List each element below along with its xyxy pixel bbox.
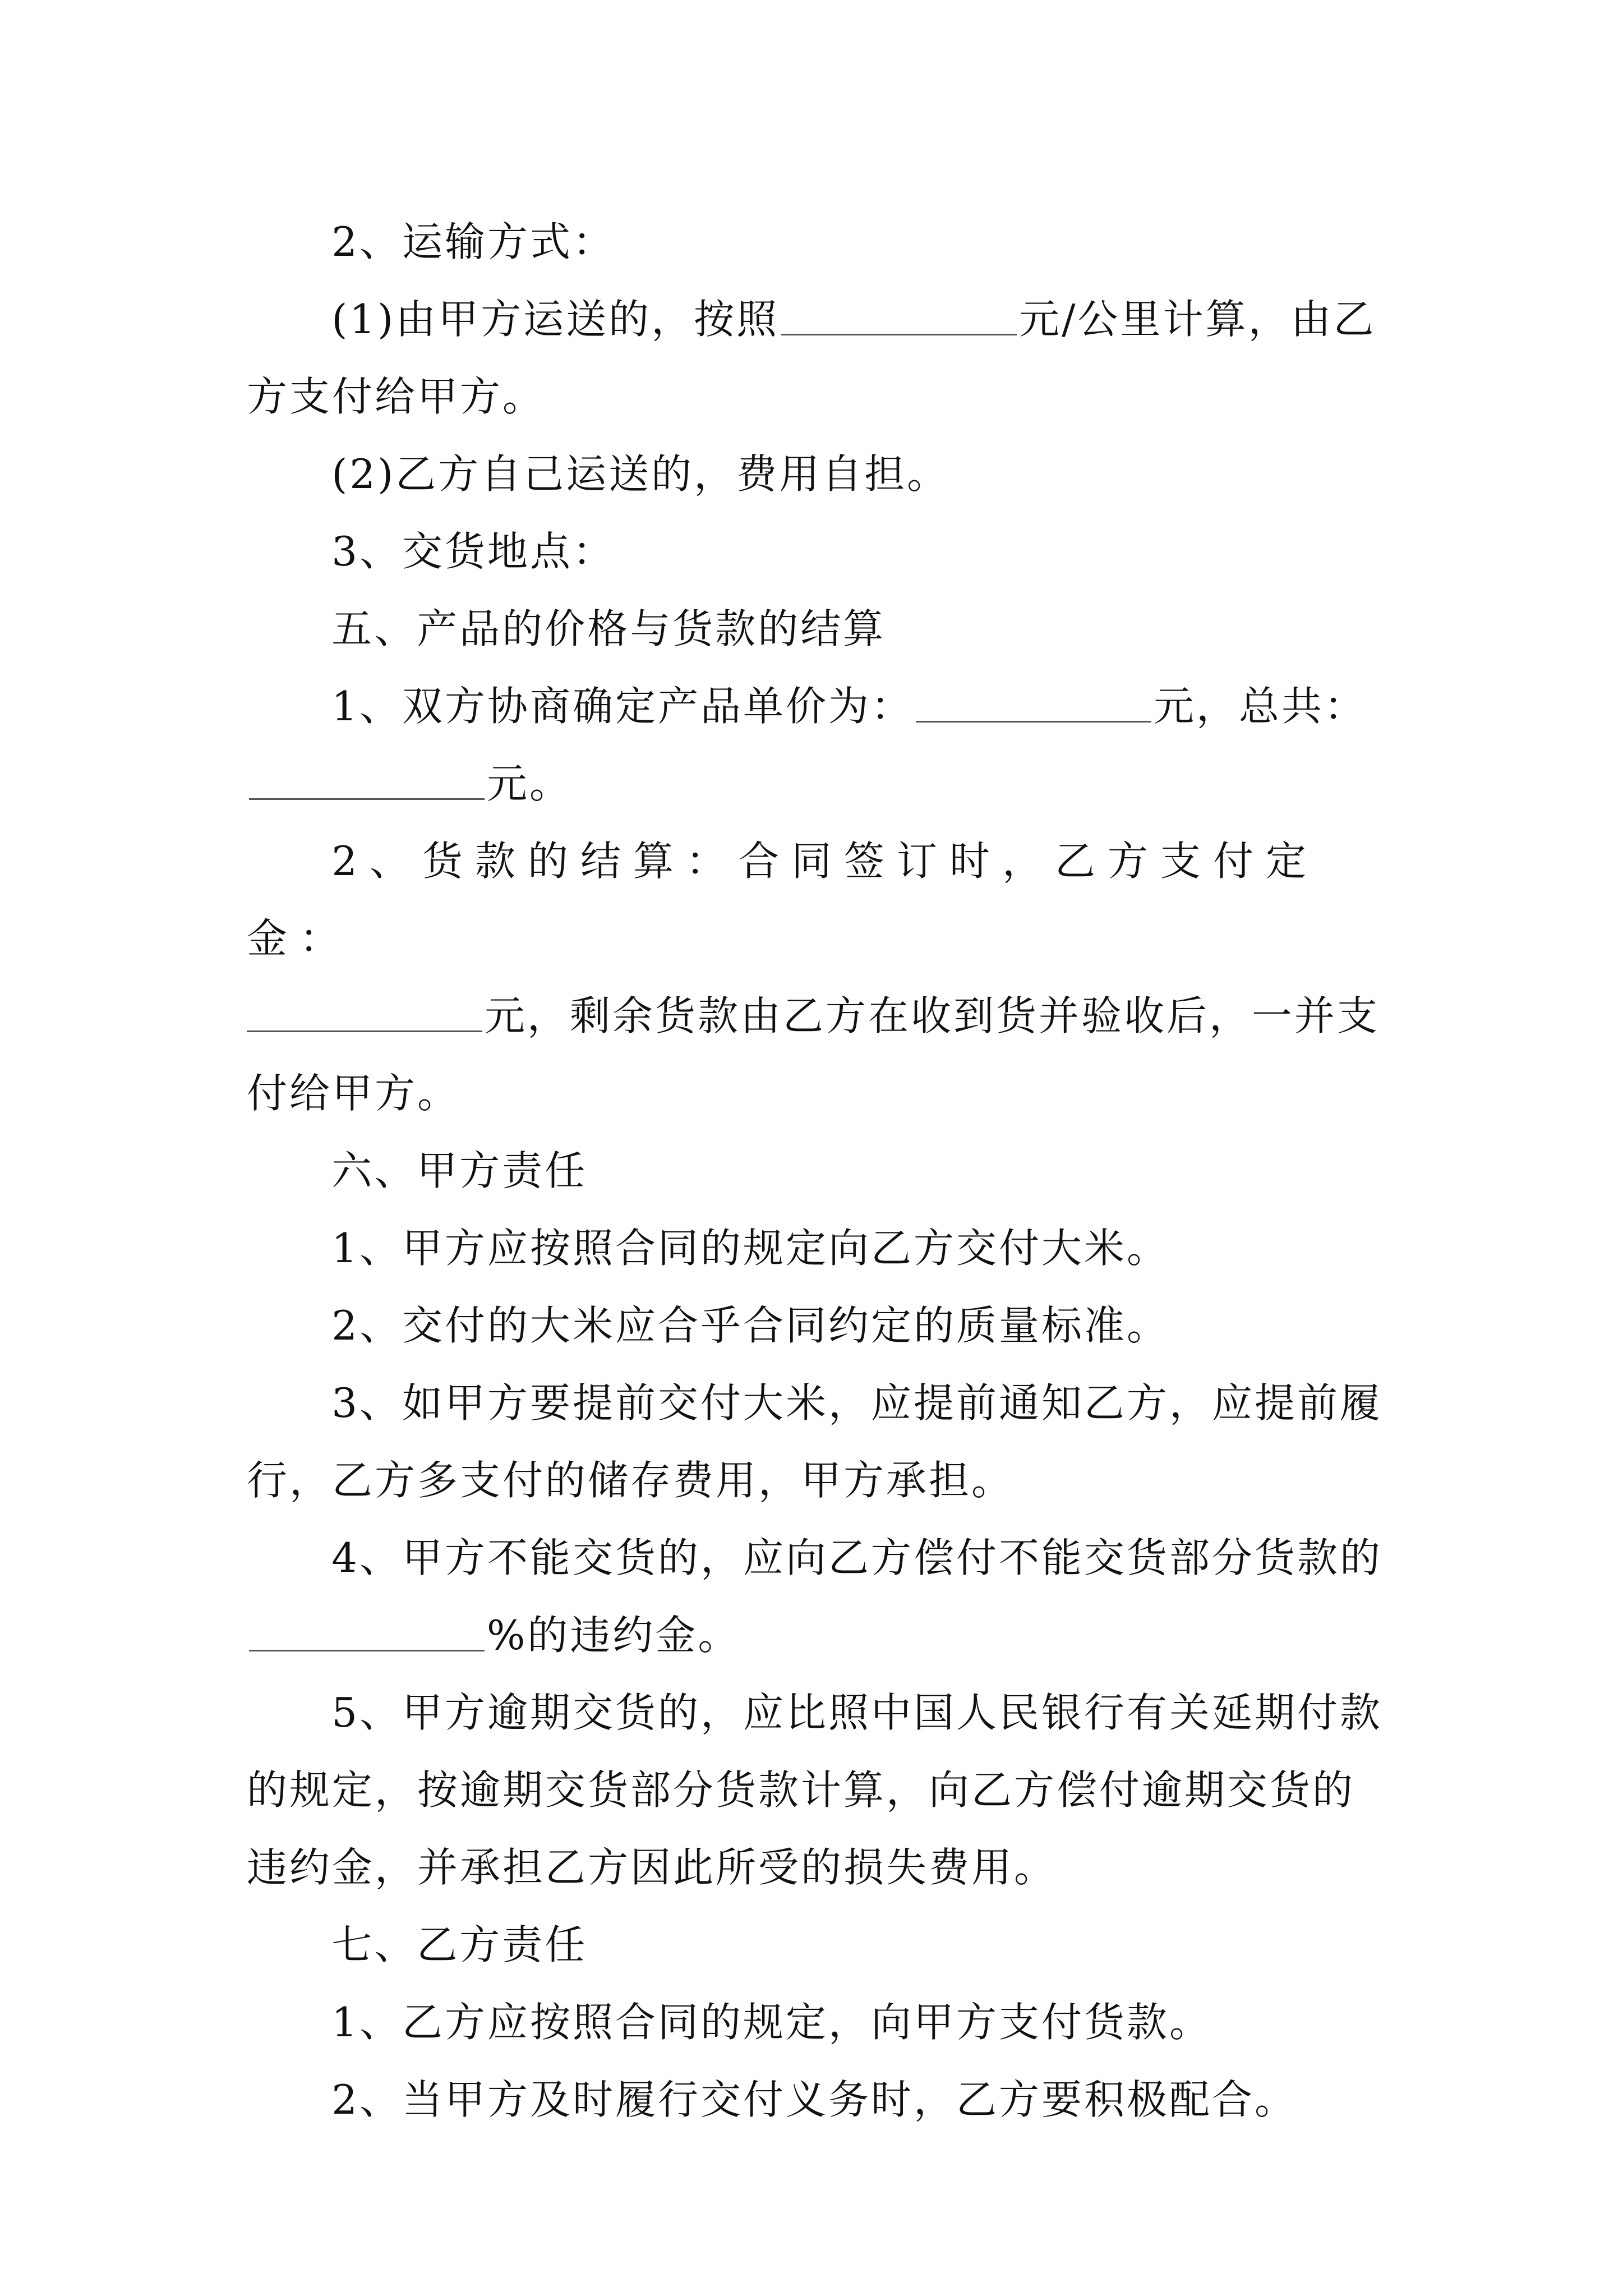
clause-text: 元，剩余货款由乙方在收到货并验收后，一并支付给甲方。 <box>247 992 1380 1117</box>
clause-text: 5、甲方逾期交货的，应比照中国人民银行有关延期付款的规定，按逾期交货部分货款计算，向乙方偿付逾期交货的违约金，并承担乙方因此所受的损失费用。 <box>247 1689 1382 1891</box>
clause-a-early-delivery <box>247 1364 1388 1519</box>
clause-text: 1、双方协商确定产品单价为： <box>331 683 914 730</box>
clause-text: 1、甲方应按照合同的规定向乙方交付大米。 <box>331 1225 1169 1272</box>
clause-text: 2、当甲方及时履行交付义务时，乙方要积极配合。 <box>331 2076 1297 2123</box>
document-body <box>247 203 1388 2138</box>
clause-text: 3、交货地点： <box>331 528 615 575</box>
clause-text: %的违约金。 <box>487 1612 741 1659</box>
total-price-blank <box>249 796 485 800</box>
clause-transport-by-party-b <box>247 435 1388 513</box>
clause-a-deliver-rice <box>247 1209 1388 1287</box>
clause-b-cooperate <box>247 2061 1388 2138</box>
clause-text: 2、货款的结算：合同签订时，乙方支付定金： <box>247 838 1318 962</box>
clause-text: 2、交付的大米应合乎合同约定的质量标准。 <box>331 1302 1169 1349</box>
section-heading-price <box>247 590 1388 668</box>
section-heading-party-a <box>247 1132 1388 1209</box>
clause-a-quality <box>247 1287 1388 1364</box>
clause-payment-settlement-cont <box>247 977 1388 1132</box>
penalty-percent-blank <box>249 1648 485 1651</box>
clause-unit-price <box>247 668 1388 822</box>
clause-text: 2、运输方式： <box>331 218 615 265</box>
clause-text: 4、甲方不能交货的，应向乙方偿付不能交货部分货款的 <box>331 1534 1382 1581</box>
unit-price-blank <box>916 719 1151 723</box>
clause-a-non-delivery <box>247 1519 1388 1674</box>
clause-transport-by-party-a <box>247 280 1388 435</box>
deposit-blank <box>247 1028 482 1032</box>
section-heading: 七、乙方责任 <box>331 1921 588 1968</box>
section-heading: 五、产品的价格与货款的结算 <box>331 605 886 652</box>
clause-a-late-delivery <box>247 1674 1388 1906</box>
clause-transport-method <box>247 203 1388 280</box>
section-heading: 六、甲方责任 <box>331 1147 588 1194</box>
clause-text: (1)由甲方运送的，按照 <box>331 296 780 343</box>
clause-text: 3、如甲方要提前交付大米，应提前通知乙方，应提前履行，乙方多支付的储存费用，甲方承担。 <box>247 1379 1382 1504</box>
clause-text: (2)乙方自己运送的，费用自担。 <box>331 450 950 498</box>
clause-b-payment <box>247 1984 1388 2061</box>
clause-delivery-location <box>247 513 1388 590</box>
clause-text: 元，总共： <box>1154 683 1367 730</box>
section-heading-party-b <box>247 1906 1388 1984</box>
clause-text: 1、乙方应按照合同的规定，向甲方支付货款。 <box>331 1999 1212 2046</box>
clause-text: 元。 <box>487 760 573 807</box>
clause-payment-settlement <box>247 822 1388 977</box>
rate-per-km-blank <box>781 332 1017 335</box>
clause-text: 元/公里计算，由乙方支付给甲方。 <box>247 296 1376 420</box>
